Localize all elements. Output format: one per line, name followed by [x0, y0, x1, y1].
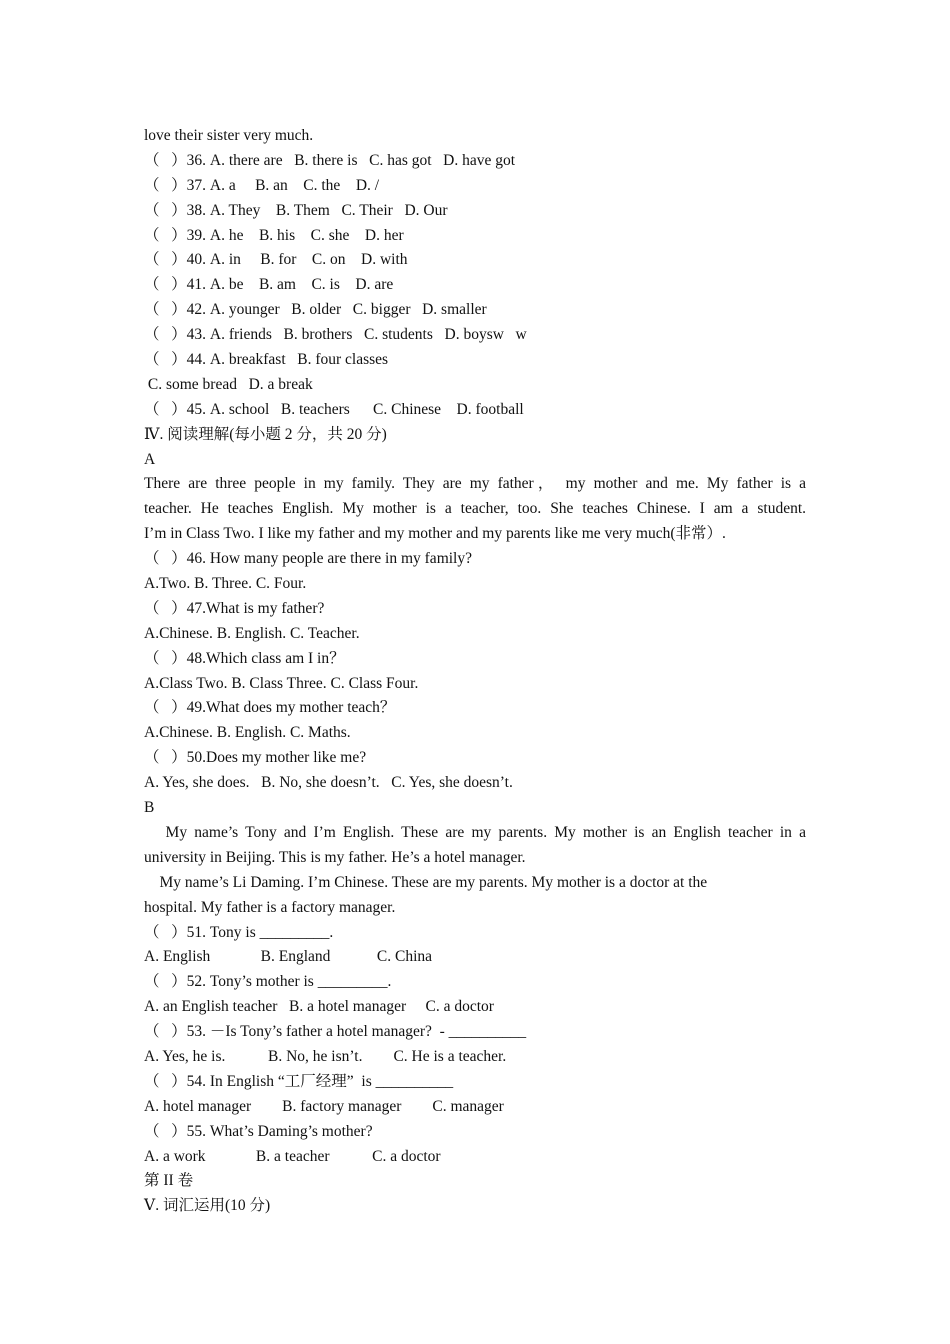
question-40: （ ）40. A. in B. for C. on D. with [144, 251, 408, 269]
text-line: love their sister very much. [144, 127, 314, 144]
section-heading-vocabulary: Ⅴ. 词汇运用(10 分) [144, 1197, 271, 1215]
question-55: （ ）55. What’s Daming’s mother? [144, 1122, 373, 1140]
passage-b-line: hospital. My father is a factory manager. [144, 898, 396, 916]
answer-options-52: A. an English teacher B. a hotel manager C. a doctor [144, 998, 494, 1016]
answer-options-51: A. English B. England C. China [144, 948, 433, 966]
answer-options-46: A.Two. B. Three. C. Four. [144, 575, 307, 593]
passage-a-line: teacher. He teaches English. My mother is a teacher, too. She teaches Chinese. I am a student. [144, 500, 806, 518]
question-52: （ ）52. Tony’s mother is _________. [144, 973, 392, 991]
answer-options-54: A. hotel manager B. factory manager C. manager [144, 1097, 504, 1115]
part-label-a: A [144, 450, 156, 468]
volume-heading: 第 II 卷 [144, 1172, 194, 1190]
question-39: （ ）39. A. he B. his C. she D. her [144, 226, 404, 244]
question-49: （ ）49.What does my mother teach？ [144, 699, 396, 717]
question-44: （ ）44. A. breakfast B. four classes [144, 351, 389, 369]
question-50: （ ）50.Does my mother like me? [144, 749, 367, 767]
question-45: （ ）45. A. school B. teachers C. Chinese D. football [144, 400, 524, 418]
question-54: （ ）54. In English “工厂经理” is __________ [144, 1072, 454, 1090]
question-46: （ ）46. How many people are there in my family? [144, 550, 472, 568]
question-37: （ ）37. A. a B. an C. the D. / [144, 176, 380, 194]
answer-options-50: A. Yes, she does. B. No, she doesn’t. C. Yes, she doesn’t. [144, 774, 513, 792]
question-43: （ ）43. A. friends B. brothers C. students D. boysw w [144, 326, 527, 344]
question-44-options: C. some bread D. a break [144, 375, 313, 393]
question-42: （ ）42. A. younger B. older C. bigger D. smaller [144, 301, 487, 319]
question-47: （ ）47.What is my father? [144, 599, 325, 617]
answer-options-55: A. a work B. a teacher C. a doctor [144, 1147, 441, 1165]
question-36: （ ）36. A. there are B. there is C. has got D. have got [144, 151, 516, 169]
part-label-b: B [144, 799, 155, 817]
question-41: （ ）41. A. be B. am C. is D. are [144, 276, 394, 294]
question-53: （ ）53. －Is Tony’s father a hotel manager? - __________ [144, 1023, 527, 1041]
answer-options-49: A.Chinese. B. English. C. Maths. [144, 724, 351, 742]
question-48: （ ）48.Which class am I in？ [144, 649, 345, 667]
passage-a-line: I’m in Class Two. I like my father and my mother and my parents like me very much(非常）. [144, 525, 726, 543]
section-heading-reading: Ⅳ. 阅读理解(每小题 2 分，共 20 分) [144, 425, 387, 443]
answer-options-53: A. Yes, he is. B. No, he isn’t. C. He is a teacher. [144, 1047, 507, 1065]
answer-options-47: A.Chinese. B. English. C. Teacher. [144, 624, 360, 642]
question-51: （ ）51. Tony is _________. [144, 923, 334, 941]
passage-b-line: My name’s Li Daming. I’m Chinese. These are my parents. My mother is a doctor at the [144, 873, 708, 891]
passage-b-line: university in Beijing. This is my father. He’s a hotel manager. [144, 848, 526, 866]
exam-page [144, 124, 806, 1219]
passage-a-line: There are three people in my family. They are my father， my mother and me. My father is a [144, 475, 806, 493]
answer-options-48: A.Class Two. B. Class Three. C. Class Four. [144, 674, 419, 692]
question-38: （ ）38. A. They B. Them C. Their D. Our [144, 201, 448, 219]
passage-b-line: My name’s Tony and I’m English. These are my parents. My mother is an English teacher in a [144, 823, 806, 841]
